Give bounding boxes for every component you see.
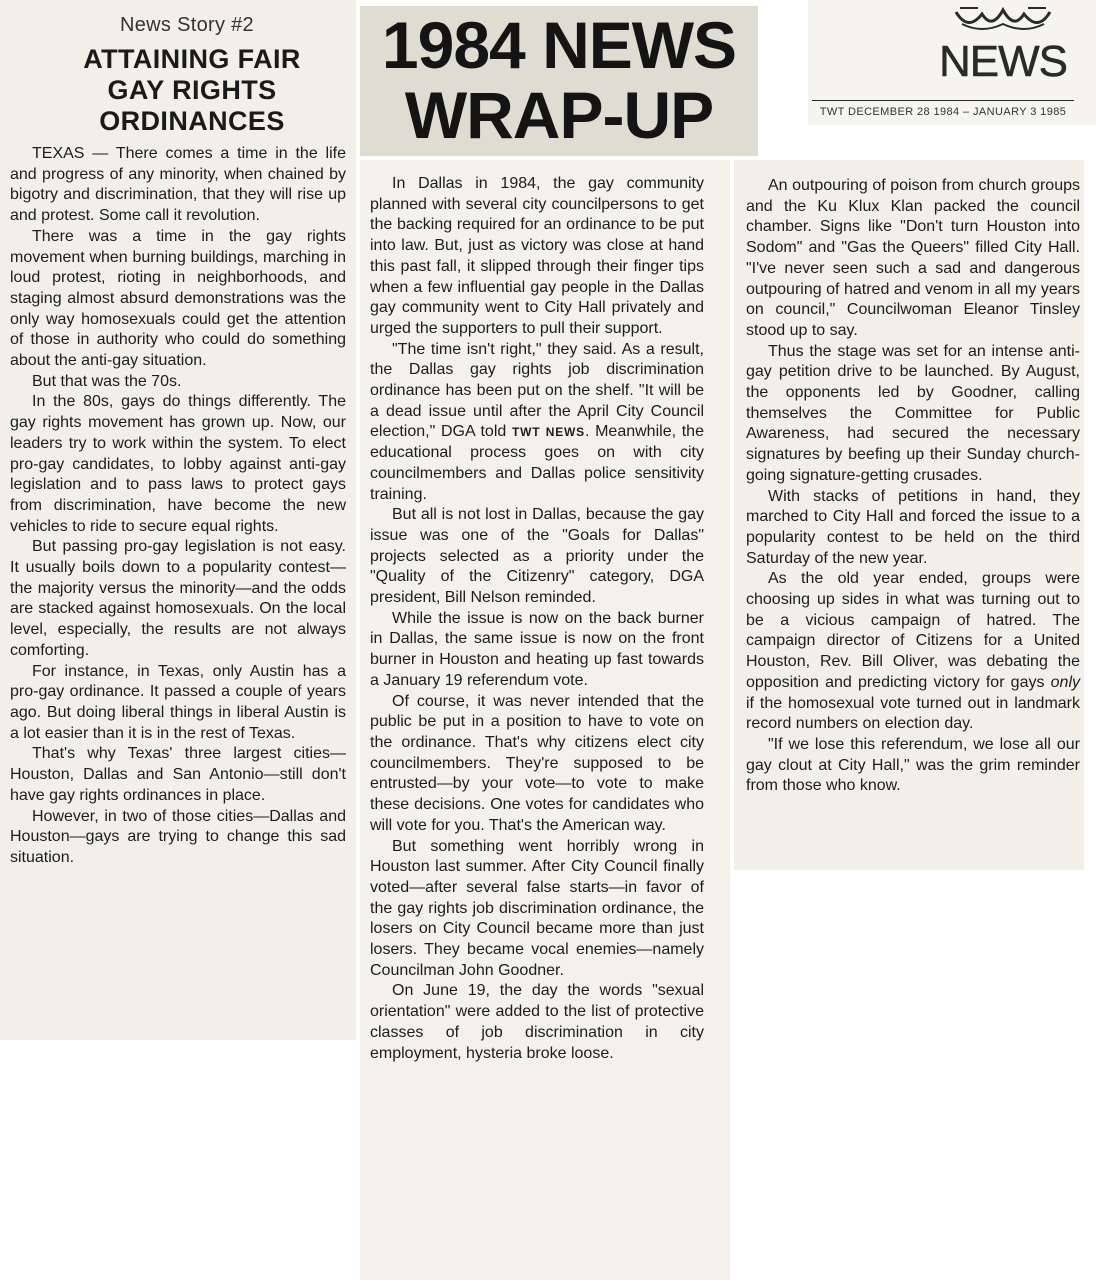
article-column-3 xyxy=(746,176,1080,797)
headline xyxy=(364,10,754,150)
paragraph: That's why Texas' three largest cities—Houston, Dallas and San Antonio—still don't have gay rights ordinances in place. xyxy=(10,745,346,804)
paragraph: "If we lose this referendum, we lose all our gay clout at City Hall," was the grim reminder from those who know. xyxy=(746,735,1080,795)
paragraph: Thus the stage was set for an intense anti-gay petition drive to be launched. By August, the opponents led by Goodner, calling themselves the Committee for Public Awareness, had secured the necessary signatures by beefing up their Sunday church-going signature-getting crusades. xyxy=(746,342,1080,484)
paragraph: In the 80s, gays do things differently. The gay rights movement has grown up. Now, our leaders try to work within the system. To elect pro-gay candidates, to lobby against anti-gay legislation and to pass laws to protect gays from discrimination, have become the new vehicles to ride to secure equal rights. xyxy=(10,393,346,535)
story-title xyxy=(44,44,340,137)
paragraph: While the issue is now on the back burner in Dallas, the same issue is now on the front burner in Houston and heating up fast towards a January 19 referendum vote. xyxy=(370,609,704,689)
paragraph-text: . Meanwhile, the educational process goes on with city councilmembers and Dallas police sensitivity training. xyxy=(370,423,704,503)
paragraph: But passing pro-gay legislation is not easy. It usually boils down to a popularity contest—the majority versus the minority—and the odds are stacked against homosexuals. On the local level, especially, the results are not always comforting. xyxy=(10,538,346,659)
paragraph: But something went horribly wrong in Houston last summer. After City Council finally voted—after several false starts—in favor of the gay rights job discrimination ordinance, the losers on City Council became more than just losers. They became vocal enemies—namely Councilman John Goodner. xyxy=(370,837,704,979)
emphasis: only xyxy=(1050,673,1080,691)
headline-line: 1984 NEWS xyxy=(381,8,737,82)
story-title-line: ORDINANCES xyxy=(99,106,285,136)
story-title-line: ATTAINING FAIR xyxy=(83,44,301,74)
paragraph: But all is not lost in Dallas, because the gay issue was one of the "Goals for Dallas" projects selected as a priority under the "Quality of the Citizenry" category, DGA president, Bill Nelson reminded. xyxy=(370,506,704,607)
paragraph: But that was the 70s. xyxy=(32,372,182,390)
masthead-symbol-icon xyxy=(948,4,1058,36)
issue-date-line: TWT DECEMBER 28 1984 – JANUARY 3 1985 xyxy=(819,106,1067,118)
paragraph xyxy=(370,340,704,506)
paragraph: TEXAS — There comes a time in the life and progress of any minority, when chained by bigotry and discrimination, that they will rise up and protest. Some call it revolution. xyxy=(10,145,346,225)
paragraph: Of course, it was never intended that the public be put in a position to have to vote on the ordinance. That's why citizens elect city councilmembers. They're supposed to be entrusted—by your vote—to vote to make these decisions. One votes for candidates who will vote for you. That's the American way. xyxy=(370,692,704,834)
masthead-rule xyxy=(812,100,1074,101)
article-column-1 xyxy=(10,144,346,869)
publication-name: TWT NEWS xyxy=(511,425,585,440)
masthead-logo: NEWS xyxy=(939,37,1067,86)
paragraph-text: "The time isn't right," they said. As a result, the Dallas gay rights job discrimination ordinance has been put on the shelf. "It will be a dead issue until after the April City Council election," DGA told xyxy=(370,340,704,441)
headline-line: WRAP-UP xyxy=(404,78,714,152)
paragraph: In Dallas in 1984, the gay community planned with several city councilpersons to get the backing required for an ordinance to be put into law. But, just as victory was close at hand this past fall, it slipped through their finger tips when a few influential gay people in the Dallas gay community went to City Hall privately and urged the supporters to pull their support. xyxy=(370,175,704,337)
paragraph xyxy=(746,569,1080,735)
paragraph: With stacks of petitions in hand, they marched to City Hall and forced the issue to a popularity contest to be held on the third Saturday of the new year. xyxy=(746,487,1080,567)
story-title-line: GAY RIGHTS xyxy=(107,75,277,105)
paragraph: An outpouring of poison from church groups and the Ku Klux Klan packed the council chamber. Signs like "Don't turn Houston into Sodom" and "Gas the Queers" filled City Hall. "I've never seen such a sad and dangerous outpouring of hatred and venom in all my years on council," Councilwoman Eleanor Tinsley stood up to say. xyxy=(746,177,1080,339)
paragraph: There was a time in the gay rights movement when burning buildings, marching in loud protest, rioting in neighborhoods, and staging almost absurd demonstrations was the only way homosexuals could get the attention of those in authority who could do something about the anti-gay situation. xyxy=(10,227,346,370)
paragraph-text: if the homosexual vote turned out in landmark record numbers on election day. xyxy=(746,694,1080,733)
paragraph: However, in two of those cities—Dallas and Houston—gays are trying to change this sad situation. xyxy=(10,807,346,866)
paragraph: On June 19, the day the words "sexual orientation" were added to the list of protective classes of job discrimination in city employment, hysteria broke loose. xyxy=(370,982,704,1062)
paragraph: For instance, in Texas, only Austin has a pro-gay ordinance. It passed a couple of years ago. But doing liberal things in liberal Austin is a lot easier than it is in the rest of Texas. xyxy=(10,662,346,742)
story-kicker: News Story #2 xyxy=(120,14,254,36)
article-column-2 xyxy=(370,174,704,1064)
paragraph-text: As the old year ended, groups were choosing up sides in what was turning out to be a vicious campaign of hatred. The campaign director of Citizens for a United Houston, Rev. Bill Oliver, was debating the opposition and predicting victory for gays xyxy=(746,570,1080,691)
